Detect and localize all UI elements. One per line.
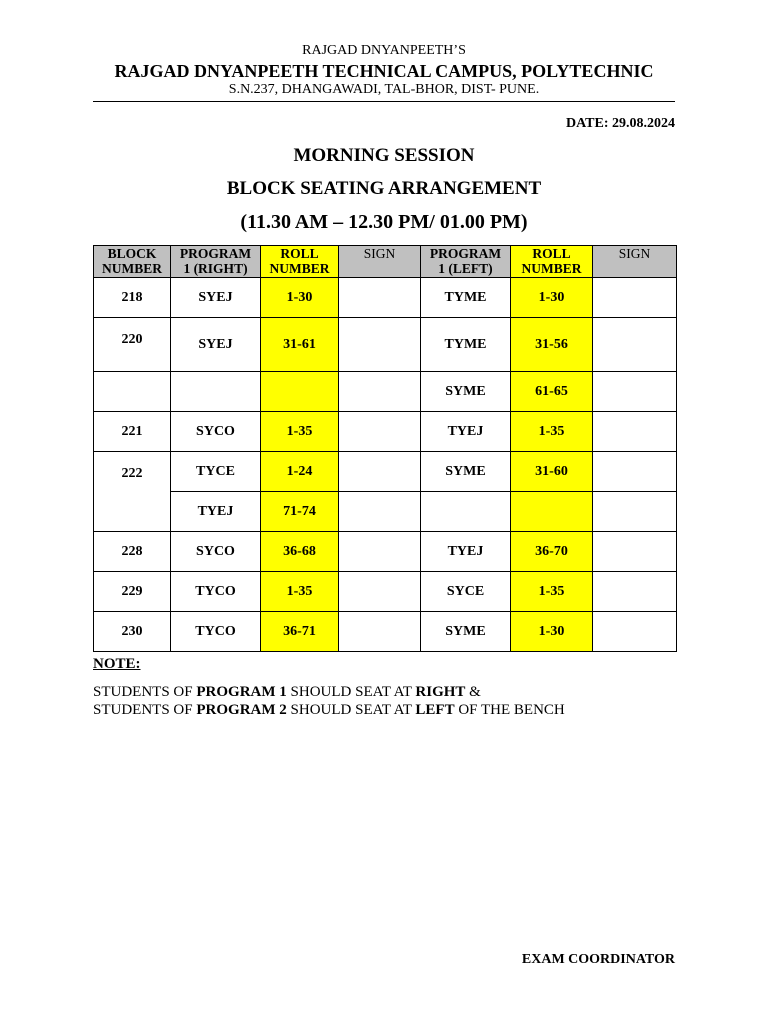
table-header-row: [94, 246, 677, 278]
arrangement-title: BLOCK SEATING ARRANGEMENT: [226, 178, 542, 199]
sign-left-cell[interactable]: [593, 492, 677, 532]
sign-right-cell[interactable]: [339, 532, 421, 572]
program-left-cell: TYME: [421, 318, 511, 372]
program-left-cell: SYME: [421, 612, 511, 652]
program-right-cell: SYEJ: [171, 318, 261, 372]
roll-right-cell: 71-74: [261, 492, 339, 532]
block-number-cell: [94, 372, 171, 412]
sign-left-cell[interactable]: [593, 612, 677, 652]
program-right-cell: SYCO: [171, 532, 261, 572]
table-row: [94, 612, 677, 652]
block-number-cell: 218: [94, 278, 171, 318]
sign-left-cell[interactable]: [593, 452, 677, 492]
sign-left-cell[interactable]: [593, 372, 677, 412]
table-row: [94, 412, 677, 452]
program-left-cell: SYCE: [421, 572, 511, 612]
sign-right-cell[interactable]: [339, 278, 421, 318]
institution-title: RAJGAD DNYANPEETH TECHNICAL CAMPUS, POLYTECHNIC: [114, 61, 654, 81]
block-number-cell: 220: [94, 318, 171, 372]
block-number-cell: 229: [94, 572, 171, 612]
document-date: DATE: 29.08.2024: [565, 116, 675, 131]
roll-left-cell: 1-30: [511, 278, 593, 318]
sign-right-cell[interactable]: [339, 412, 421, 452]
sign-right-cell[interactable]: [339, 492, 421, 532]
roll-right-cell: 1-35: [261, 412, 339, 452]
session-time: (11.30 AM – 12.30 PM/ 01.00 PM): [240, 211, 528, 233]
roll-left-cell: 31-60: [511, 452, 593, 492]
program-right-cell: TYCO: [171, 572, 261, 612]
table-row: [94, 372, 677, 412]
program-right-cell: TYCO: [171, 612, 261, 652]
table-row: [94, 278, 677, 318]
program-left-cell: SYME: [421, 452, 511, 492]
sign-right-cell[interactable]: [339, 318, 421, 372]
block-number-cell: 221: [94, 412, 171, 452]
table-row: [94, 572, 677, 612]
program-left-cell: TYME: [421, 278, 511, 318]
roll-left-cell: 61-65: [511, 372, 593, 412]
note-line-program-2: STUDENTS OF PROGRAM 2 SHOULD SEAT AT LEFT OF THE BENCH: [93, 702, 565, 718]
roll-right-cell: [261, 372, 339, 412]
seating-table: [93, 245, 677, 652]
header-roll-number-left: ROLL NUMBER: [511, 246, 593, 278]
header-sign-left: SIGN: [593, 246, 677, 278]
roll-right-cell: 31-61: [261, 318, 339, 372]
note-label: NOTE:: [93, 656, 141, 672]
table-row: [94, 318, 677, 372]
roll-right-cell: 1-30: [261, 278, 339, 318]
block-number-cell: 230: [94, 612, 171, 652]
program-right-cell: SYCO: [171, 412, 261, 452]
sign-right-cell[interactable]: [339, 572, 421, 612]
header-program-left: PROGRAM 1 (LEFT): [421, 246, 511, 278]
sign-left-cell[interactable]: [593, 278, 677, 318]
table-row: [94, 532, 677, 572]
sign-right-cell[interactable]: [339, 372, 421, 412]
note-line-program-1: STUDENTS OF PROGRAM 1 SHOULD SEAT AT RIGHT &: [93, 684, 481, 700]
header-divider: [93, 101, 675, 102]
sign-left-cell[interactable]: [593, 532, 677, 572]
roll-left-cell: 1-35: [511, 412, 593, 452]
table-row: [94, 492, 677, 532]
table-row: [94, 452, 677, 492]
roll-left-cell: 36-70: [511, 532, 593, 572]
signatory-title: EXAM COORDINATOR: [521, 952, 675, 967]
sign-left-cell[interactable]: [593, 318, 677, 372]
program-right-cell: SYEJ: [171, 278, 261, 318]
roll-right-cell: 36-71: [261, 612, 339, 652]
program-right-cell: [171, 372, 261, 412]
program-right-cell: TYEJ: [171, 492, 261, 532]
header-program-right: PROGRAM 1 (RIGHT): [171, 246, 261, 278]
roll-right-cell: 1-35: [261, 572, 339, 612]
program-right-cell: TYCE: [171, 452, 261, 492]
program-left-cell: TYEJ: [421, 412, 511, 452]
session-title: MORNING SESSION: [293, 145, 475, 166]
sign-left-cell[interactable]: [593, 412, 677, 452]
program-left-cell: TYEJ: [421, 532, 511, 572]
roll-right-cell: 36-68: [261, 532, 339, 572]
roll-right-cell: 1-24: [261, 452, 339, 492]
header-block-number: BLOCK NUMBER: [94, 246, 171, 278]
sign-right-cell[interactable]: [339, 612, 421, 652]
program-left-cell: SYME: [421, 372, 511, 412]
program-left-cell: [421, 492, 511, 532]
roll-left-cell: 1-35: [511, 572, 593, 612]
roll-left-cell: 31-56: [511, 318, 593, 372]
sign-left-cell[interactable]: [593, 572, 677, 612]
header-roll-number-right: ROLL NUMBER: [261, 246, 339, 278]
block-number-cell: 228: [94, 532, 171, 572]
institution-parent-name: RAJGAD DNYANPEETH’S: [302, 43, 466, 58]
roll-left-cell: 1-30: [511, 612, 593, 652]
roll-left-cell: [511, 492, 593, 532]
block-number-cell: 222: [94, 452, 171, 532]
sign-right-cell[interactable]: [339, 452, 421, 492]
header-sign-right: SIGN: [339, 246, 421, 278]
institution-address: S.N.237, DHANGAWADI, TAL-BHOR, DIST- PUNE.: [228, 82, 540, 97]
